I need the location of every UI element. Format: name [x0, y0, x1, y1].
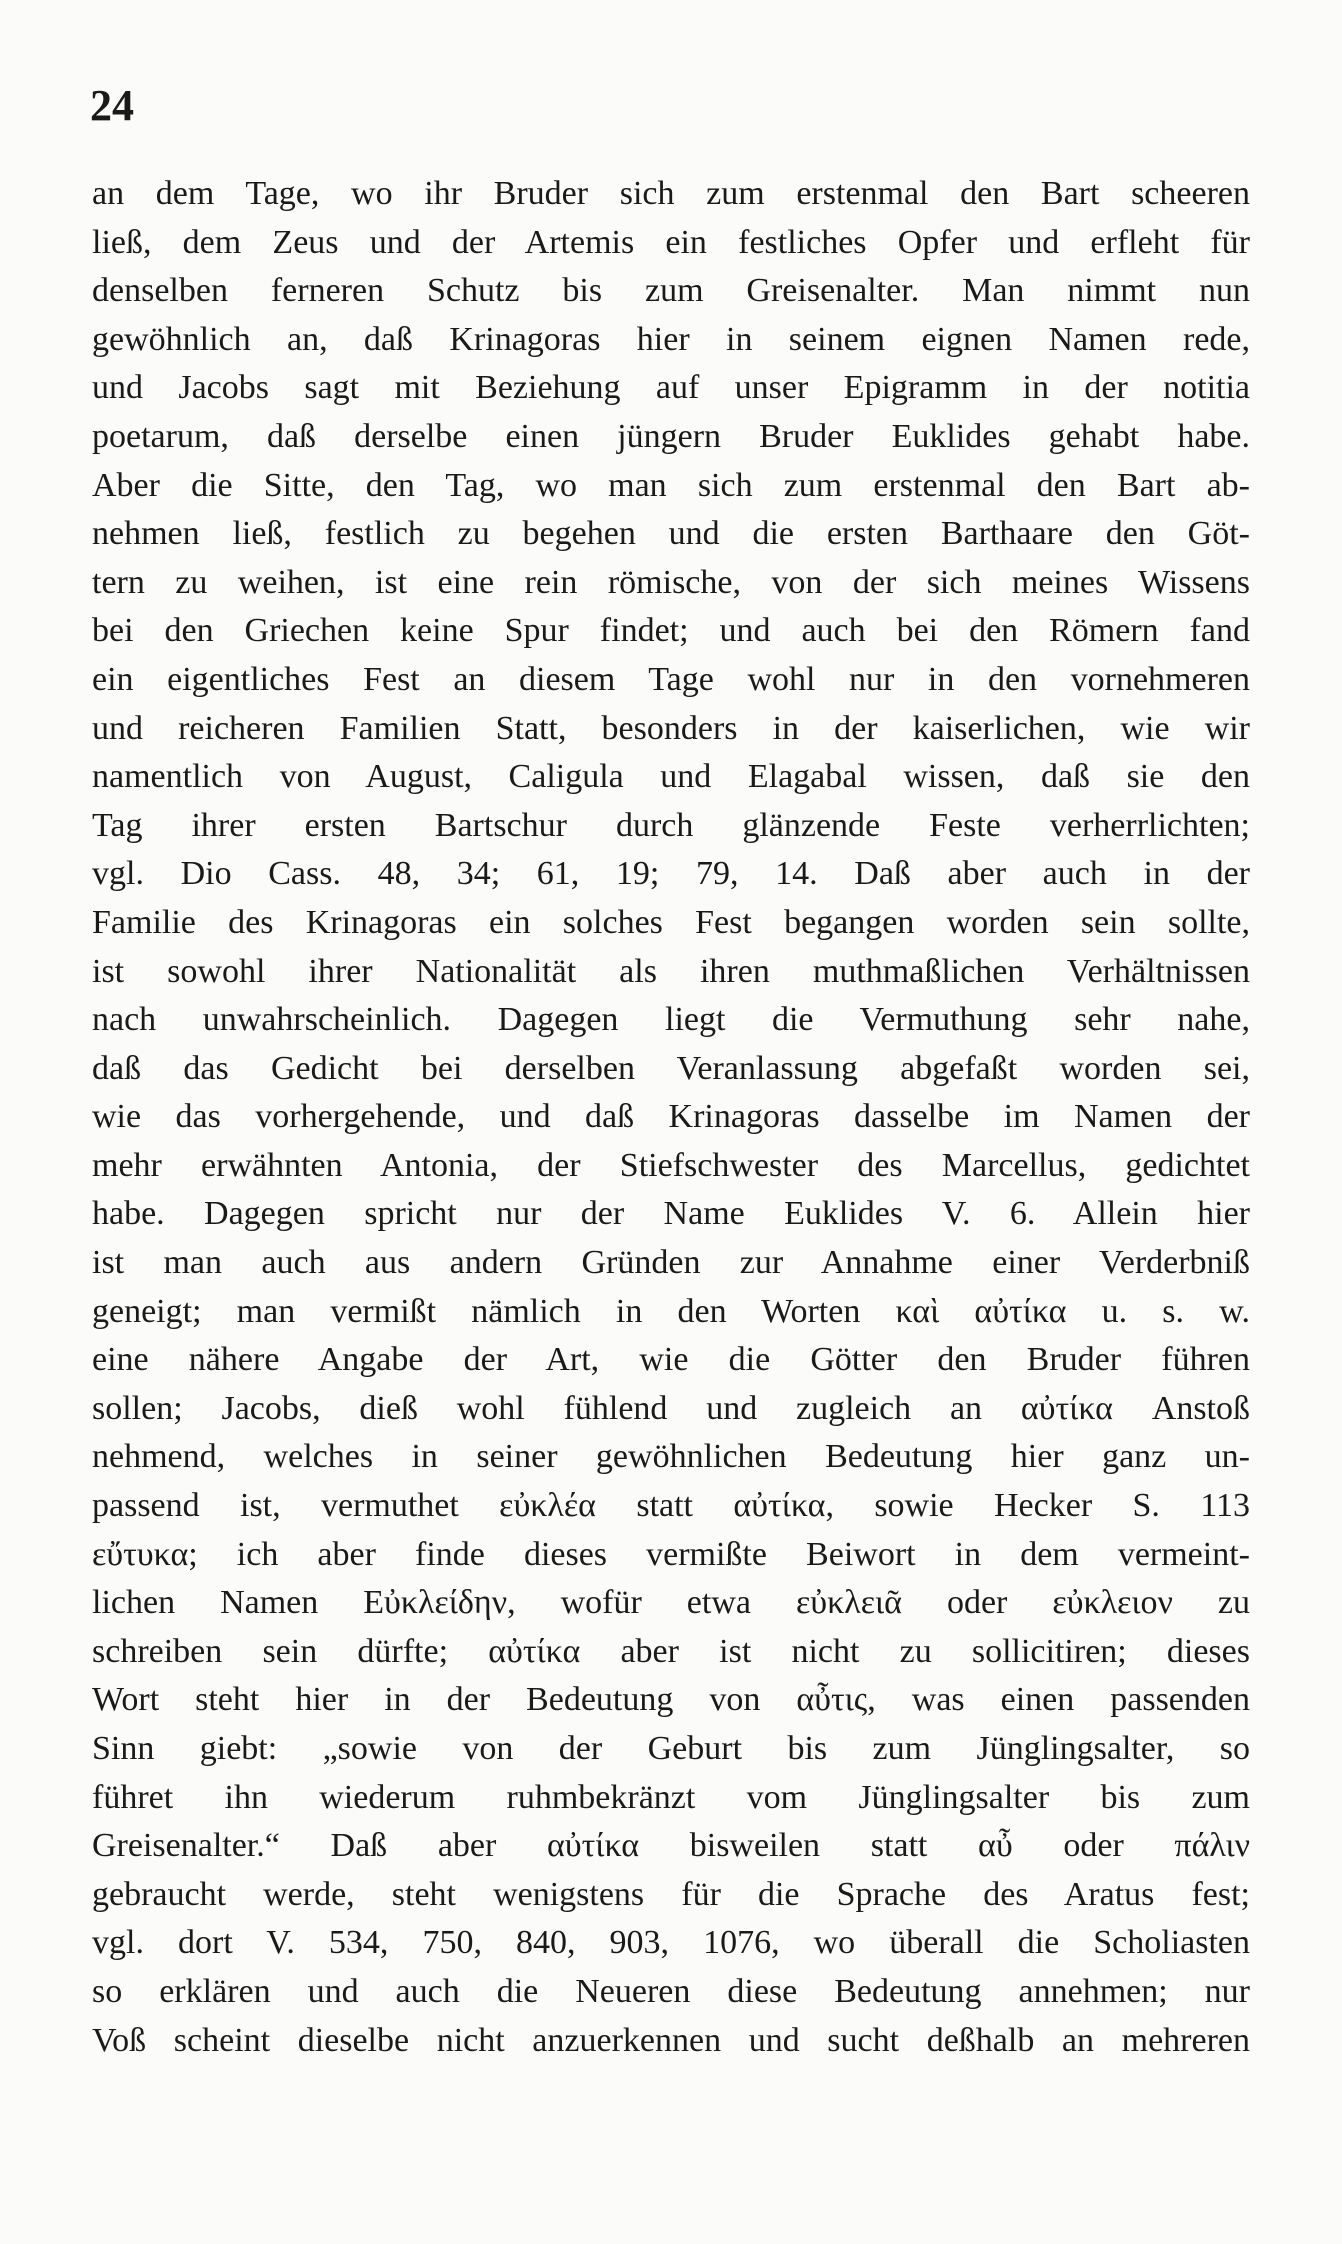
page-number: 24 [90, 81, 134, 130]
text-line: Wort steht hier in der Bedeutung von αὖτις, was einen passenden [92, 1681, 1250, 1719]
text-line: Voß scheint dieselbe nicht anzuerkennen und sucht deßhalb an mehreren [92, 2021, 1250, 2059]
text-line: geneigt; man vermißt nämlich in den Worten καὶ αὐτίκα u. s. w. [92, 1292, 1250, 1330]
text-line: passend ist, vermuthet εὐκλέα statt αὐτίκα, sowie Hecker S. 113 [92, 1487, 1250, 1525]
text-line: nach unwahrscheinlich. Dagegen liegt die Vermuthung sehr nahe, [92, 1001, 1250, 1039]
text-line: Sinn giebt: „sowie von der Geburt bis zum Jünglingsalter, so [92, 1730, 1250, 1767]
text-line: bei den Griechen keine Spur findet; und auch bei den Römern fand [92, 612, 1250, 650]
text-line: nehmen ließ, festlich zu begehen und die ersten Barthaare den Göt- [92, 515, 1250, 553]
text-line: gebraucht werde, steht wenigstens für die Sprache des Aratus fest; [92, 1875, 1250, 1913]
text-line: führet ihn wiederum ruhmbekränzt vom Jünglingsalter bis zum [92, 1778, 1250, 1816]
text-line: und reicheren Familien Statt, besonders in der kaiserlichen, wie wir [92, 709, 1250, 747]
text-line: Familie des Krinagoras ein solches Fest begangen worden sein sollte, [92, 903, 1250, 941]
text-line: tern zu weihen, ist eine rein römische, von der sich meines Wissens [92, 563, 1250, 601]
text-line: habe. Dagegen spricht nur der Name Euklides V. 6. Allein hier [92, 1195, 1250, 1233]
text-line: schreiben sein dürfte; αὐτίκα aber ist nicht zu sollicitiren; dieses [92, 1632, 1250, 1670]
text-line: vgl. Dio Cass. 48, 34; 61, 19; 79, 14. Daß aber auch in der [92, 855, 1250, 893]
text-line: ist sowohl ihrer Nationalität als ihren muthmaßlichen Verhältnissen [92, 952, 1250, 990]
text-line: wie das vorhergehende, und daß Krinagoras dasselbe im Namen der [92, 1098, 1250, 1136]
text-line: ist man auch aus andern Gründen zur Annahme einer Verderbniß [92, 1244, 1250, 1282]
text-line: ließ, dem Zeus und der Artemis ein festliches Opfer und erfleht für [92, 223, 1250, 261]
text-line: und Jacobs sagt mit Beziehung auf unser Epigramm in der notitia [92, 369, 1250, 407]
text-line: nehmend, welches in seiner gewöhnlichen Bedeutung hier ganz un- [92, 1438, 1250, 1476]
text-line: sollen; Jacobs, dieß wohl fühlend und zugleich an αὐτίκα Anstoß [92, 1389, 1250, 1427]
text-line: an dem Tage, wo ihr Bruder sich zum erstenmal den Bart scheeren [92, 175, 1250, 212]
text-line: vgl. dort V. 534, 750, 840, 903, 1076, wo überall die Scholiasten [92, 1924, 1250, 1962]
text-line: lichen Namen Εὐκλείδην, wofür etwa εὐκλειᾶ oder εὐκλειον zu [92, 1584, 1250, 1622]
text-line: daß das Gedicht bei derselben Veranlassung abgefaßt worden sei, [92, 1049, 1250, 1087]
text-line: eine nähere Angabe der Art, wie die Götter den Bruder führen [92, 1341, 1250, 1379]
text-line: Tag ihrer ersten Bartschur durch glänzende Feste verherrlichten; [92, 806, 1250, 844]
text-line: εὔτυκα; ich aber finde dieses vermißte Beiwort in dem vermeint- [92, 1535, 1250, 1573]
text-line: ein eigentliches Fest an diesem Tage wohl nur in den vornehmeren [92, 660, 1250, 698]
text-line: Aber die Sitte, den Tag, wo man sich zum erstenmal den Bart ab- [92, 466, 1250, 504]
text-line: so erklären und auch die Neueren diese Bedeutung annehmen; nur [92, 1972, 1250, 2010]
text-line: namentlich von August, Caligula und Elagabal wissen, daß sie den [92, 758, 1250, 796]
text-line: Greisenalter.“ Daß aber αὐτίκα bisweilen statt αὖ oder πάλιν [92, 1827, 1250, 1865]
text-line: mehr erwähnten Antonia, der Stiefschwester des Marcellus, gedichtet [92, 1146, 1250, 1184]
text-line: gewöhnlich an, daß Krinagoras hier in seinem eignen Namen rede, [92, 320, 1250, 358]
text-line: poetarum, daß derselbe einen jüngern Bruder Euklides gehabt habe. [92, 417, 1250, 455]
body-text [92, 170, 1250, 2065]
text-line: denselben ferneren Schutz bis zum Greisenalter. Man nimmt nun [92, 272, 1250, 310]
